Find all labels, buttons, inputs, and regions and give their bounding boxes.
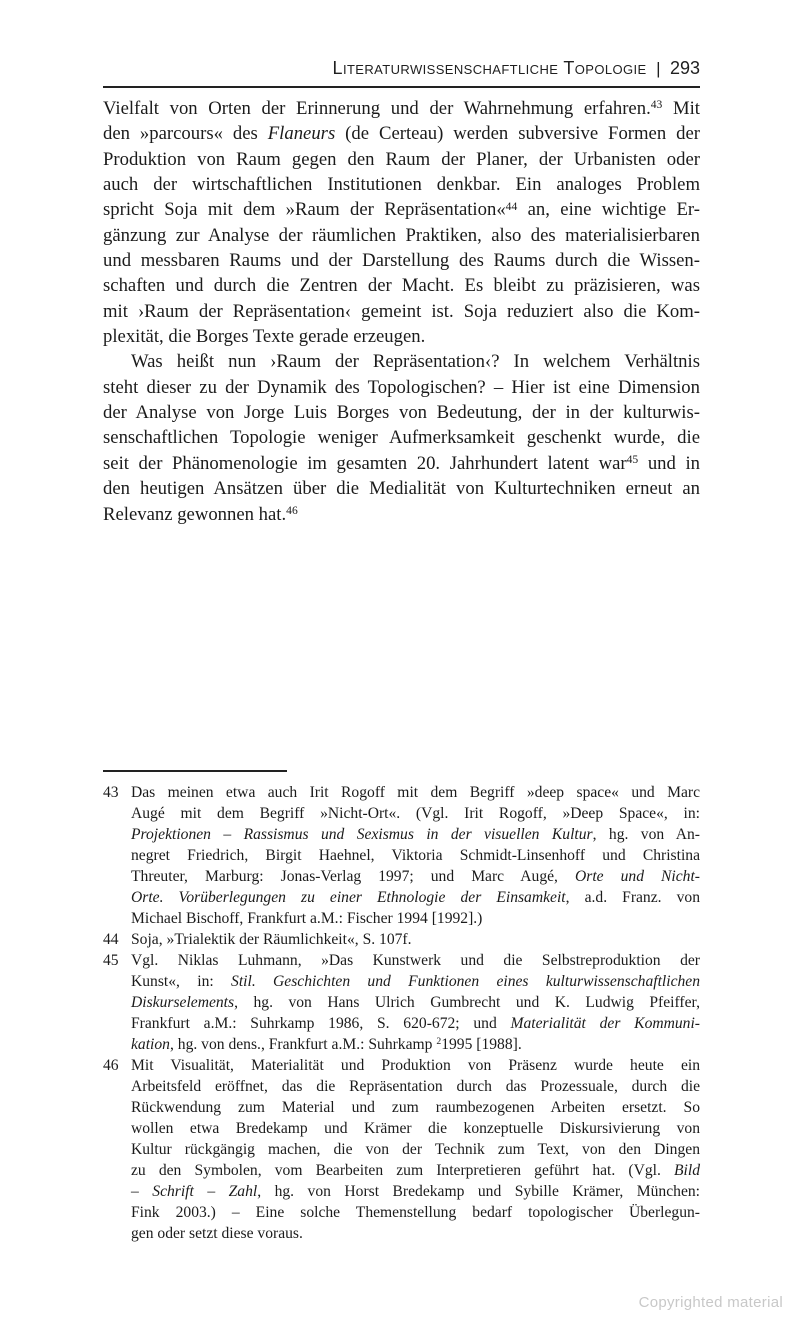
text-segment: der Analyse von Jorge Luis Borges von Bedeutung, der in der kulturwis- <box>103 402 700 424</box>
footnote-item <box>103 782 700 929</box>
text-segment: Augé mit dem Begriff »Nicht-Ort«. (Vgl. Irit Rogoff, »Deep Space«, in: <box>131 805 700 822</box>
text-segment: mit ›Raum der Repräsentation‹ gemeint ist. Soja reduziert also die Kom- <box>103 300 700 322</box>
text-line <box>131 1223 700 1244</box>
footnote-text <box>131 929 700 950</box>
footnote-ref: 44 <box>505 199 518 213</box>
text-segment: – Schrift – Zahl <box>131 1183 258 1200</box>
text-line <box>103 299 700 324</box>
text-line <box>103 147 700 172</box>
footnote-list <box>103 782 700 1244</box>
text-line <box>103 425 700 450</box>
text-line <box>103 451 700 476</box>
text-segment: , hg. von Horst Bredekamp und Sybille Krämer, München: <box>257 1183 700 1200</box>
footnote-item <box>103 1055 700 1244</box>
text-line <box>131 1097 700 1118</box>
text-line <box>131 929 700 950</box>
text-line <box>103 502 700 527</box>
text-segment: Kunst«, in: <box>131 973 232 990</box>
text-line <box>103 349 700 374</box>
text-line <box>103 197 700 222</box>
text-line <box>131 887 700 908</box>
text-segment: Relevanz gewonnen hat. <box>103 503 287 525</box>
text-segment: Orte und Nicht- <box>574 868 701 885</box>
text-line <box>131 803 700 824</box>
text-segment: senschaftlichen Topologie weniger Aufmerksamkeit geschenkt wurde, die <box>103 427 700 449</box>
copyright-watermark: Copyrighted material <box>638 1294 783 1311</box>
text-segment: Diskurselements <box>131 994 235 1011</box>
text-segment: schaften und durch die Zentren der Macht. Es bleibt zu präzisieren, was <box>103 275 700 297</box>
text-segment: plexität, die Borges Texte gerade erzeugen. <box>103 326 426 348</box>
text-segment: wollen etwa Bredekamp und Krämer die konzeptuelle Diskursivierung von <box>131 1120 700 1137</box>
footnote-text <box>131 1055 700 1244</box>
text-segment: den »parcours« des <box>103 123 268 145</box>
text-segment: Was heißt nun ›Raum der Repräsentation‹? In welchem Verhältnis <box>131 351 700 373</box>
text-line <box>131 950 700 971</box>
text-line <box>131 782 700 803</box>
page-number: 293 <box>669 58 700 78</box>
body-text <box>103 96 700 527</box>
text-segment: und in <box>638 452 700 474</box>
footnote-text <box>131 950 700 1055</box>
text-segment: auch der wirtschaftlichen Institutionen denkbar. Ein analoges Problem <box>103 174 700 196</box>
text-line <box>103 375 700 400</box>
text-segment: zu den Symbolen, vom Bearbeiten zum Interpretieren geführt hat. (Vgl. <box>131 1162 674 1179</box>
text-line <box>103 223 700 248</box>
text-segment: Vgl. Niklas Luhmann, »Das Kunstwerk und die Selbstreproduktion der <box>131 952 700 969</box>
text-segment: Flaneurs <box>267 123 336 145</box>
text-segment: gen oder setzt diese voraus. <box>131 1225 303 1242</box>
header-separator: | <box>656 59 661 78</box>
text-line <box>103 172 700 197</box>
text-segment: (de Certeau) werden subversive Formen der <box>335 123 700 145</box>
text-segment: Rückwendung zum Material und zum raumbezogenen Arbeiten ersetzt. So <box>131 1099 700 1116</box>
text-segment: Frankfurt a.M.: Suhrkamp 1986, S. 620-672; und <box>131 1015 511 1032</box>
text-line <box>131 1139 700 1160</box>
footnote-ref: 2 <box>436 1036 442 1048</box>
footnote-ref: 46 <box>286 503 298 517</box>
text-segment: Kultur rückgängig machen, die von der Technik zum Text, von den Dingen <box>131 1141 700 1158</box>
text-line <box>103 324 700 349</box>
text-segment: Projektionen – Rassismus und Sexismus in der visuellen Kultur <box>131 826 593 843</box>
footnote-item <box>103 950 700 1055</box>
text-segment: Orte. Vorüberlegungen zu einer Ethnologie der Einsamkeit <box>131 889 566 906</box>
footnote-ref: 43 <box>650 98 663 112</box>
text-line <box>131 1076 700 1097</box>
footnote-text <box>131 782 700 929</box>
text-line <box>131 1034 700 1055</box>
text-segment: , hg. von dens., Frankfurt a.M.: Suhrkamp <box>169 1036 437 1053</box>
paragraph <box>103 96 700 349</box>
text-segment: negret Friedrich, Birgit Haehnel, Viktoria Schmidt-Linsenhoff und Christina <box>131 847 700 864</box>
text-segment: Mit <box>662 98 700 119</box>
text-line <box>103 248 700 273</box>
text-segment: steht dieser zu der Dynamik des Topologischen? – Hier ist eine Dimension <box>103 376 700 398</box>
text-line <box>131 866 700 887</box>
text-line <box>131 1202 700 1223</box>
footnote-number: 46 <box>103 1057 119 1074</box>
text-segment: Stil. Geschichten und Funktionen eines kulturwissenschaftlichen <box>231 973 701 990</box>
text-line <box>131 971 700 992</box>
text-segment: Arbeitsfeld eröffnet, das die Repräsentation durch das Prozessuale, durch die <box>131 1078 700 1095</box>
text-line <box>103 400 700 425</box>
text-segment: spricht Soja mit dem »Raum der Repräsentation« <box>103 199 506 221</box>
text-segment: , a.d. Franz. von <box>565 889 700 906</box>
text-line <box>131 1118 700 1139</box>
text-line <box>103 273 700 298</box>
paragraph <box>103 349 700 526</box>
footnote-ref: 45 <box>626 453 639 467</box>
text-line <box>103 476 700 501</box>
text-line <box>103 96 700 121</box>
running-head-title: Literaturwissenschaftliche Topologie <box>332 58 647 78</box>
text-line <box>131 992 700 1013</box>
text-segment: Fink 2003.) – Eine solche Themenstellung bedarf topologischer Überlegun- <box>131 1204 700 1221</box>
text-line <box>131 1160 700 1181</box>
page-header <box>103 58 700 88</box>
text-segment: den heutigen Ansätzen über die Medialität von Kulturtechniken erneut an <box>103 478 700 500</box>
text-segment: Soja, »Trialektik der Räumlichkeit«, S. 107f. <box>131 931 412 948</box>
footnote-number: 43 <box>103 784 119 801</box>
text-segment: und messbaren Raums und der Darstellung des Raums durch die Wissen- <box>103 250 700 272</box>
text-segment: , hg. von Hans Ulrich Gumbrecht und K. Ludwig Pfeiffer, <box>234 994 700 1011</box>
text-segment: kation <box>131 1036 170 1053</box>
text-segment: gänzung zur Analyse der räumlichen Praktiken, also des materialisierbaren <box>103 224 700 246</box>
text-segment: Das meinen etwa auch Irit Rogoff mit dem Begriff »deep space« und Marc <box>131 784 700 801</box>
text-segment: Vielfalt von Orten der Erinnerung und der Wahrnehmung erfahren. <box>103 98 651 119</box>
footnote-item <box>103 929 700 950</box>
text-line <box>131 1055 700 1076</box>
text-line <box>131 845 700 866</box>
text-segment: an, eine wichtige Er- <box>517 199 700 221</box>
text-line <box>131 908 700 929</box>
footnotes <box>103 770 700 1244</box>
text-segment: seit der Phänomenologie im gesamten 20. Jahrhundert latent war <box>103 452 627 474</box>
text-segment: Bild <box>674 1162 700 1179</box>
footnote-number: 45 <box>103 952 119 969</box>
text-segment: 1995 [1988]. <box>441 1036 522 1053</box>
text-line <box>131 1181 700 1202</box>
text-line <box>131 1013 700 1034</box>
text-line <box>103 121 700 146</box>
text-segment: Michael Bischoff, Frankfurt a.M.: Fischer 1994 [1992].) <box>131 910 483 927</box>
text-segment: Materialität der Kommuni- <box>510 1015 701 1032</box>
footnote-number: 44 <box>103 931 119 948</box>
text-line <box>131 824 700 845</box>
text-segment: Mit Visualität, Materialität und Produktion von Präsenz wurde heute ein <box>131 1057 700 1074</box>
footnote-separator-rule <box>103 770 287 772</box>
text-segment: Produktion von Raum gegen den Raum der Planer, der Urbanisten oder <box>103 148 700 170</box>
text-segment: , hg. von An- <box>592 826 700 843</box>
text-segment: Threuter, Marburg: Jonas-Verlag 1997; und Marc Augé, <box>131 868 575 885</box>
